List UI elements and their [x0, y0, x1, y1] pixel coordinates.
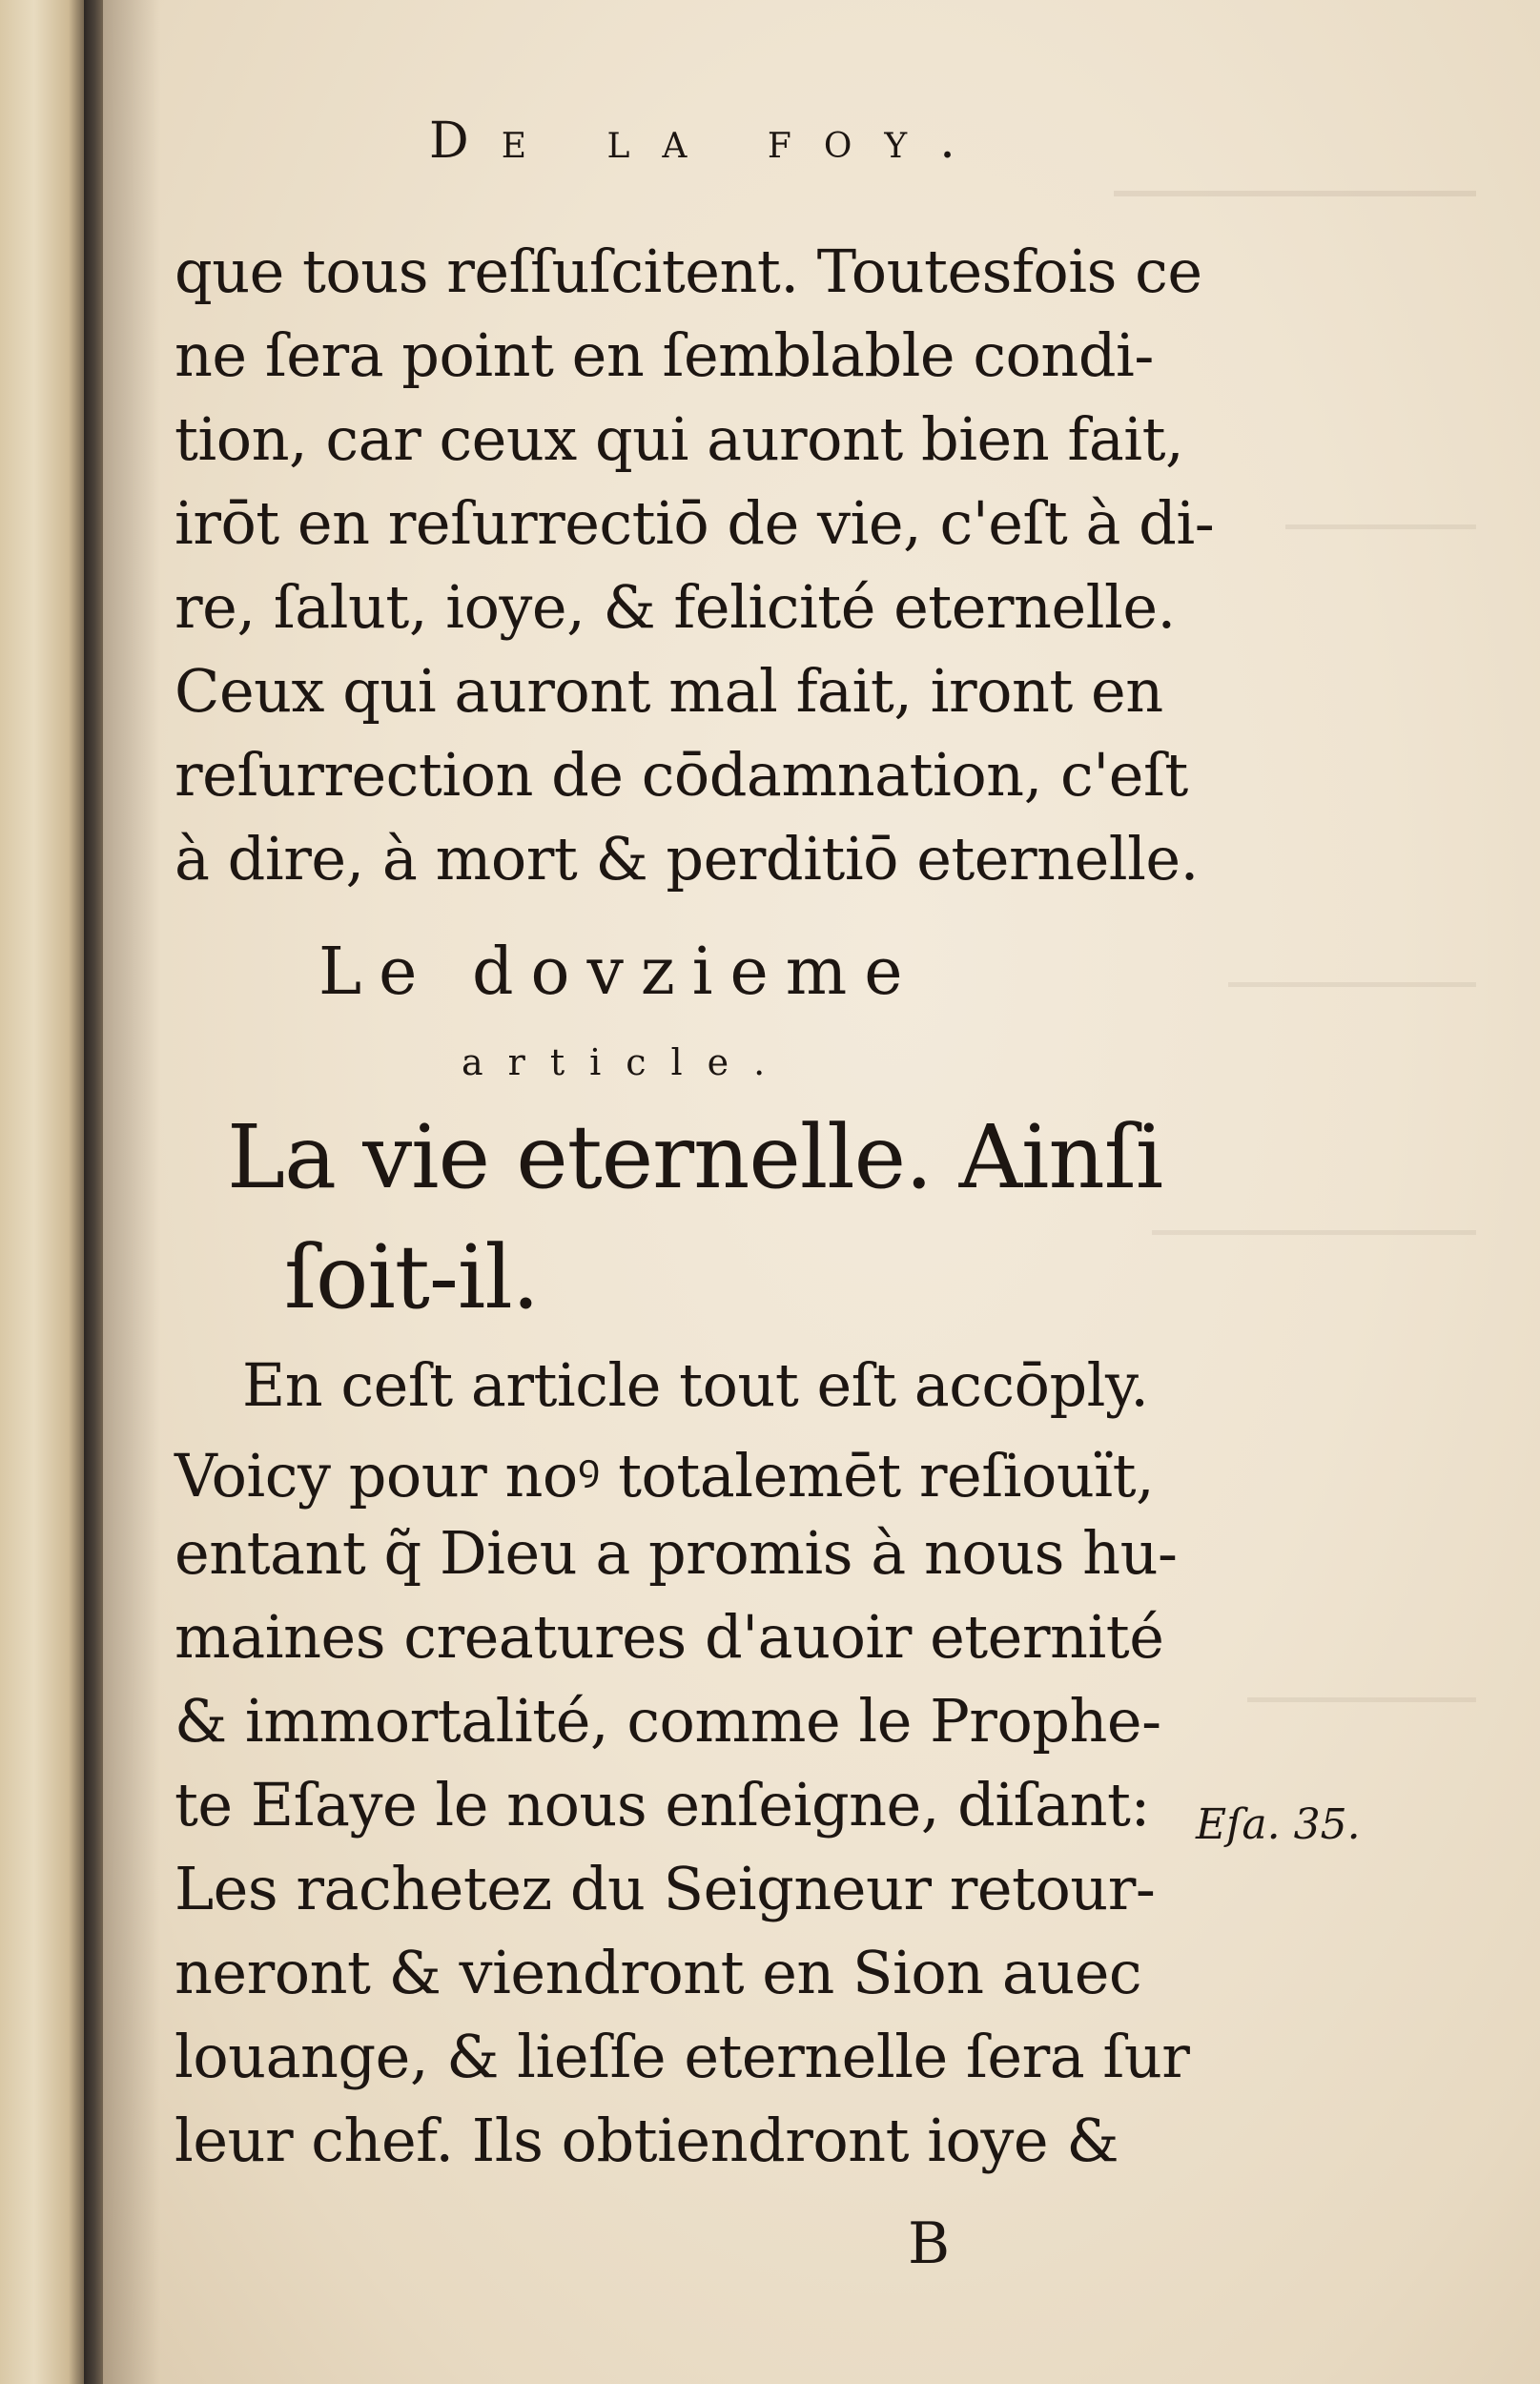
article-subheading: article. — [462, 1041, 791, 1083]
body-line: Voicy pour noꝰ totalemēt reſiouït, — [175, 1441, 1155, 1511]
body-line: & immortalité, comme le Prophe- — [175, 1686, 1161, 1756]
show-through-mark — [1285, 496, 1476, 529]
creed-article-line: ſoit-il. — [284, 1226, 540, 1328]
body-line: Ceux qui auront mal fait, iront en — [175, 656, 1163, 726]
body-line: re, ſalut, ioye, & felicité eternelle. — [175, 572, 1176, 642]
body-line: Les rachetez du Seigneur retour- — [175, 1854, 1156, 1923]
show-through-mark — [1228, 954, 1476, 987]
body-line: que tous reſſuſcitent. Toutesfois ce — [175, 236, 1202, 306]
body-line: maines creatures d'auoir eternité — [175, 1602, 1164, 1672]
creed-article-line: La vie eternelle. Ainſi — [227, 1106, 1163, 1208]
show-through-mark — [1247, 1669, 1476, 1702]
show-through-mark — [1152, 1202, 1476, 1235]
body-line: tion, car ceux qui auront bien fait, — [175, 404, 1184, 474]
show-through-mark — [1114, 153, 1476, 196]
article-heading: Le dovzieme — [318, 935, 920, 1010]
body-line: neront & viendront en Sion auec — [175, 1938, 1142, 2007]
signature-mark: B — [908, 2210, 951, 2277]
body-line: En ceſt article tout eſt accōply. — [242, 1350, 1149, 1420]
margin-note: Eſa. 35. — [1196, 1800, 1361, 1849]
body-line: te Eſaye le nous enſeigne, diſant: — [175, 1770, 1150, 1839]
body-line: reſurrection de cōdamnation, c'eſt — [175, 740, 1188, 810]
body-line: entant q̃ Dieu a promis à nous hu- — [175, 1518, 1178, 1588]
previous-page-edge — [0, 0, 86, 2384]
body-line: ne ſera point en ſemblable condi- — [175, 320, 1154, 390]
body-line: louange, & lieſſe eternelle ſera ſur — [175, 2022, 1190, 2091]
book-gutter — [84, 0, 105, 2384]
body-line: à dire, à mort & perditiō eternelle. — [175, 824, 1199, 894]
running-head: De la foy. — [429, 113, 988, 170]
body-line: irōt en reſurrectiō de vie, c'eſt à di- — [175, 488, 1215, 558]
body-line: leur chef. Ils obtiendront ioye & — [175, 2106, 1119, 2175]
